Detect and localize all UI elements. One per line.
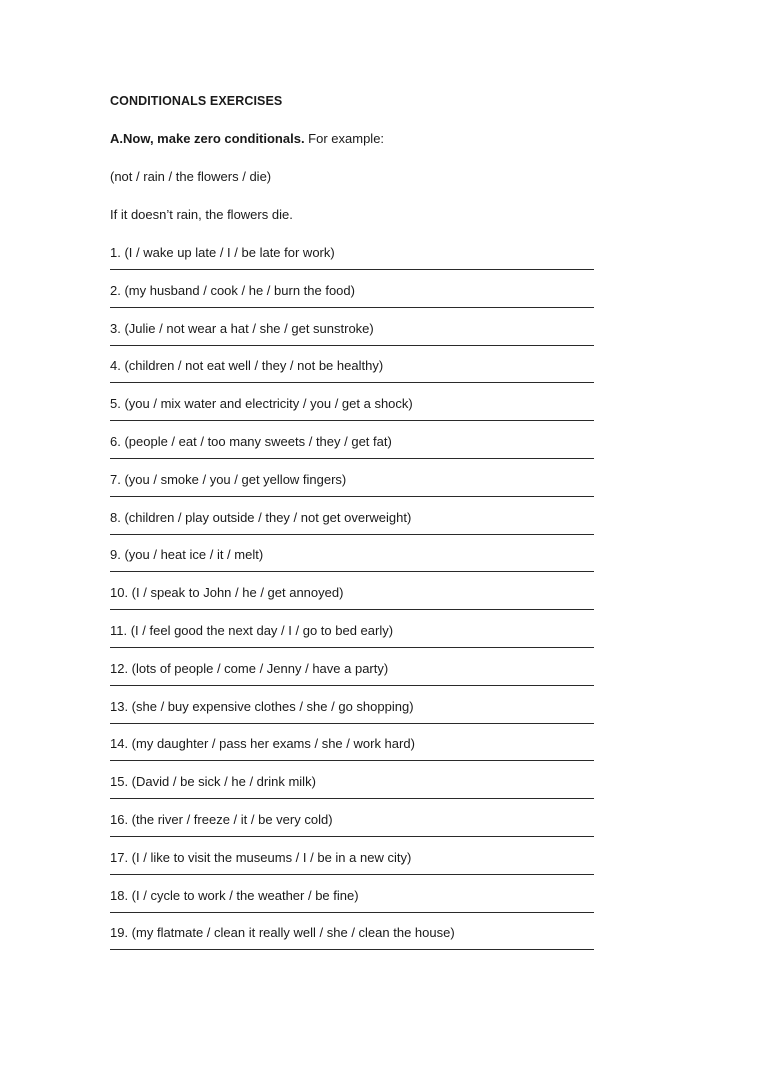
answer-line[interactable]	[110, 307, 594, 308]
exercise-item	[110, 283, 600, 321]
exercise-item	[110, 661, 600, 699]
exercise-prompt: 4. (children / not eat well / they / not be healthy)	[110, 358, 384, 374]
exercise-prompt: 12. (lots of people / come / Jenny / have a party)	[110, 660, 389, 676]
instruction-heading: A.Now, make zero conditionals.	[110, 131, 305, 146]
exercise-item	[110, 888, 600, 926]
exercise-item	[110, 623, 600, 661]
exercise-item	[110, 925, 600, 963]
exercise-item	[110, 850, 600, 888]
answer-line[interactable]	[110, 609, 594, 610]
answer-line[interactable]	[110, 723, 594, 724]
exercise-item	[110, 547, 600, 585]
example-answer: If it doesn’t rain, the flowers die.	[110, 207, 293, 222]
answer-line[interactable]	[110, 798, 594, 799]
exercise-item	[110, 321, 600, 359]
answer-line[interactable]	[110, 949, 594, 950]
exercise-item	[110, 358, 600, 396]
worksheet-page	[110, 93, 600, 963]
exercise-prompt: 16. (the river / freeze / it / be very cold)	[110, 811, 333, 827]
document-title: CONDITIONALS EXERCISES	[110, 94, 283, 108]
exercise-prompt: 3. (Julie / not wear a hat / she / get sunstroke)	[110, 320, 374, 336]
exercise-prompt: 19. (my flatmate / clean it really well / she / clean the house)	[110, 925, 455, 941]
exercise-prompt: 1. (I / wake up late / I / be late for work)	[110, 245, 335, 260]
example-prompt: (not / rain / the flowers / die)	[110, 169, 272, 184]
exercise-item	[110, 774, 600, 812]
section-instruction	[110, 131, 600, 147]
answer-line[interactable]	[110, 685, 594, 686]
exercise-prompt: 6. (people / eat / too many sweets / they / get fat)	[110, 433, 392, 449]
answer-line[interactable]	[110, 647, 594, 648]
answer-line[interactable]	[110, 269, 594, 270]
exercise-prompt: 14. (my daughter / pass her exams / she / work hard)	[110, 736, 415, 752]
answer-line[interactable]	[110, 382, 594, 383]
exercise-item	[110, 812, 600, 850]
exercise-prompt: 15. (David / be sick / he / drink milk)	[110, 774, 316, 790]
answer-line[interactable]	[110, 571, 594, 572]
exercise-prompt: 17. (I / like to visit the museums / I / be in a new city)	[110, 849, 412, 865]
exercise-item	[110, 396, 600, 434]
exercise-item	[110, 472, 600, 510]
answer-line[interactable]	[110, 345, 594, 346]
answer-line[interactable]	[110, 458, 594, 459]
exercise-item	[110, 245, 600, 283]
exercise-prompt: 18. (I / cycle to work / the weather / be fine)	[110, 887, 359, 903]
exercise-prompt: 9. (you / heat ice / it / melt)	[110, 547, 264, 563]
exercise-prompt: 8. (children / play outside / they / not get overweight)	[110, 509, 412, 525]
answer-line[interactable]	[110, 760, 594, 761]
exercise-item	[110, 434, 600, 472]
exercise-prompt: 5. (you / mix water and electricity / you / get a shock)	[110, 396, 413, 412]
exercise-prompt: 7. (you / smoke / you / get yellow fingers)	[110, 471, 347, 487]
exercise-prompt: 10. (I / speak to John / he / get annoyed)	[110, 585, 344, 601]
answer-line[interactable]	[110, 496, 594, 497]
exercise-list	[110, 245, 600, 963]
exercise-item	[110, 699, 600, 737]
exercise-item	[110, 736, 600, 774]
instruction-text: For example:	[304, 131, 385, 146]
answer-line[interactable]	[110, 420, 594, 421]
exercise-prompt: 13. (she / buy expensive clothes / she / go shopping)	[110, 698, 414, 714]
answer-line[interactable]	[110, 836, 594, 837]
answer-line[interactable]	[110, 874, 594, 875]
exercise-item	[110, 510, 600, 548]
exercise-item	[110, 585, 600, 623]
exercise-prompt: 11. (I / feel good the next day / I / go to bed early)	[110, 622, 394, 638]
answer-line[interactable]	[110, 534, 594, 535]
exercise-prompt: 2. (my husband / cook / he / burn the food)	[110, 282, 355, 298]
answer-line[interactable]	[110, 912, 594, 913]
